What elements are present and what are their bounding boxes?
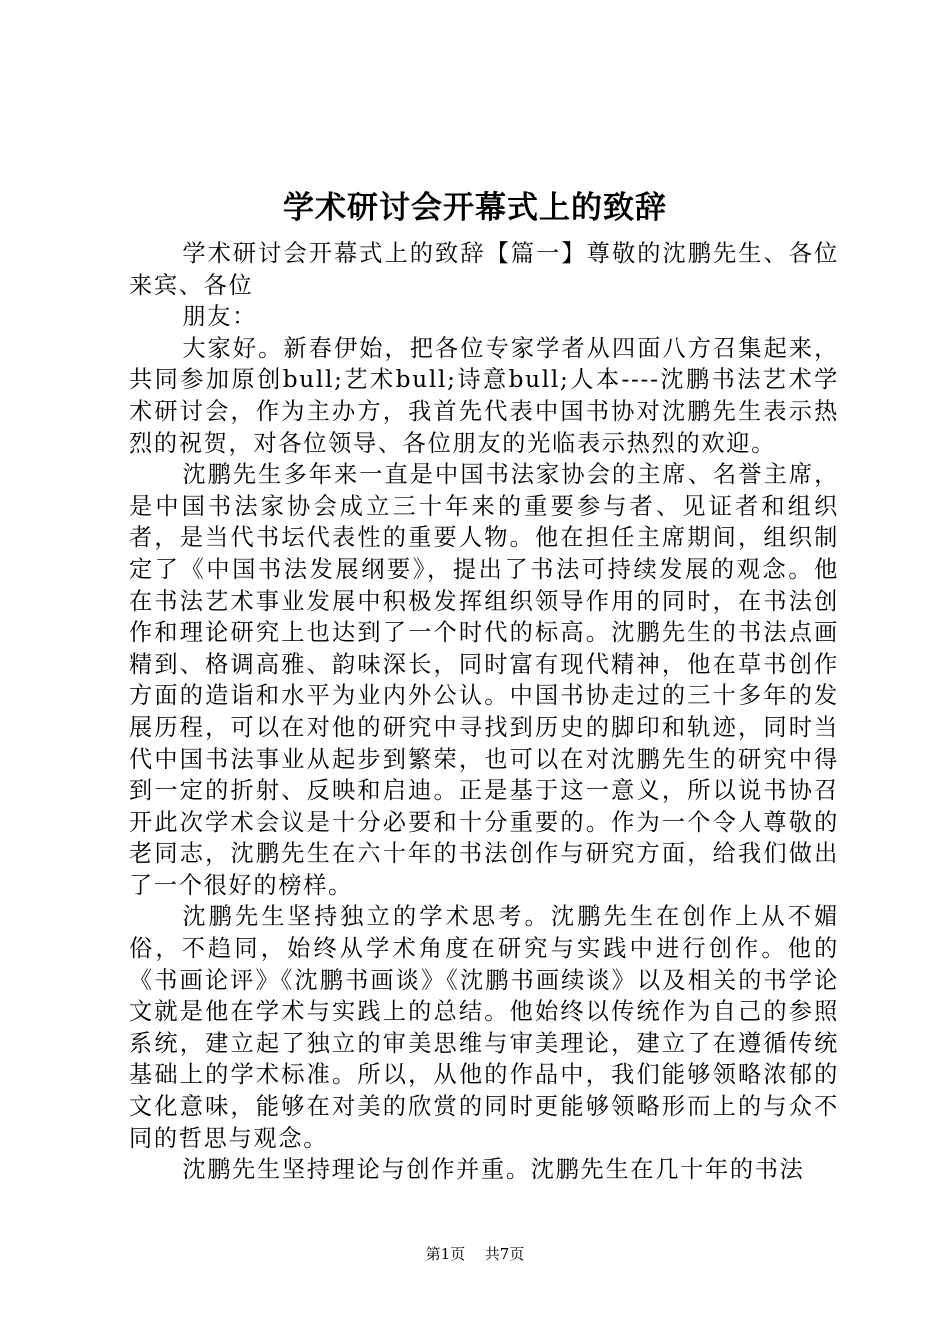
- page-number: 第1页: [425, 1245, 466, 1263]
- paragraph-intro: 学术研讨会开幕式上的致辞【篇一】尊敬的沈鹏先生、各位来宾、各位: [129, 240, 839, 299]
- document-title: 学术研讨会开幕式上的致辞: [283, 190, 667, 226]
- paragraph-shen-peng-role: 沈鹏先生多年来一直是中国书法家协会的主席、名誉主席，是中国书法家协会成立三十年来的重要参与者、见证者和组织者，是当代书坛代表性的重要人物。他在担任主席期间，组织制定了《中国书法发展纲要》，提出了书法可持续发展的观念。他在书法艺术事业发展中积极发挥组织领导作用的同时，在书法创作和理论研究上也达到了一个时代的标高。沈鹏先生的书法点画精到、格调高雅、韵味深长，同时富有现代精神，他在草书创作方面的造诣和水平为业内外公认。中国书协走过的三十多年的发展历程，可以在对他的研究中寻找到历史的脚印和轨迹，同时当代中国书法事业从起步到繁荣，也可以在对沈鹏先生的研究中得到一定的折射、反映和启迪。正是基于这一意义，所以说书协召开此次学术会议是十分必要和十分重要的。作为一个令人尊敬的老同志，沈鹏先生在六十年的书法创作与研究方面，给我们做出了一个很好的榜样。: [129, 461, 839, 899]
- page-total: 共7页: [484, 1245, 525, 1263]
- page-footer: [0, 1244, 950, 1264]
- paragraph-independent-thinking: 沈鹏先生坚持独立的学术思考。沈鹏先生在创作上从不媚俗，不趋同，始终从学术角度在研究与实践中进行创作。他的《书画论评》《沈鹏书画谈》《沈鹏书画续谈》以及相关的书学论文就是他在学术与实践上的总结。他始终以传统作为自己的参照系统，建立起了独立的审美思维与审美理论，建立了在遵循传统基础上的学术标准。所以，从他的作品中，我们能够领略浓郁的文化意味，能够在对美的欣赏的同时更能够领略形而上的与众不同的哲思与观念。: [129, 903, 839, 1152]
- document-body: [129, 238, 839, 1186]
- paragraph-welcome: 大家好。新春伊始，把各位专家学者从四面八方召集起来，共同参加原创bull;艺术bull;诗意bull;人本----沈鹏书法艺术学术研讨会，作为主办方，我首先代表中国书协对沈鹏先生表示热烈的祝贺，对各位领导、各位朋友的光临表示热烈的欢迎。: [129, 334, 839, 457]
- paragraph-theory-and-creation: 沈鹏先生坚持理论与创作并重。沈鹏先生在几十年的书法: [182, 1156, 805, 1184]
- paragraph-salutation: 朋友：: [182, 303, 258, 331]
